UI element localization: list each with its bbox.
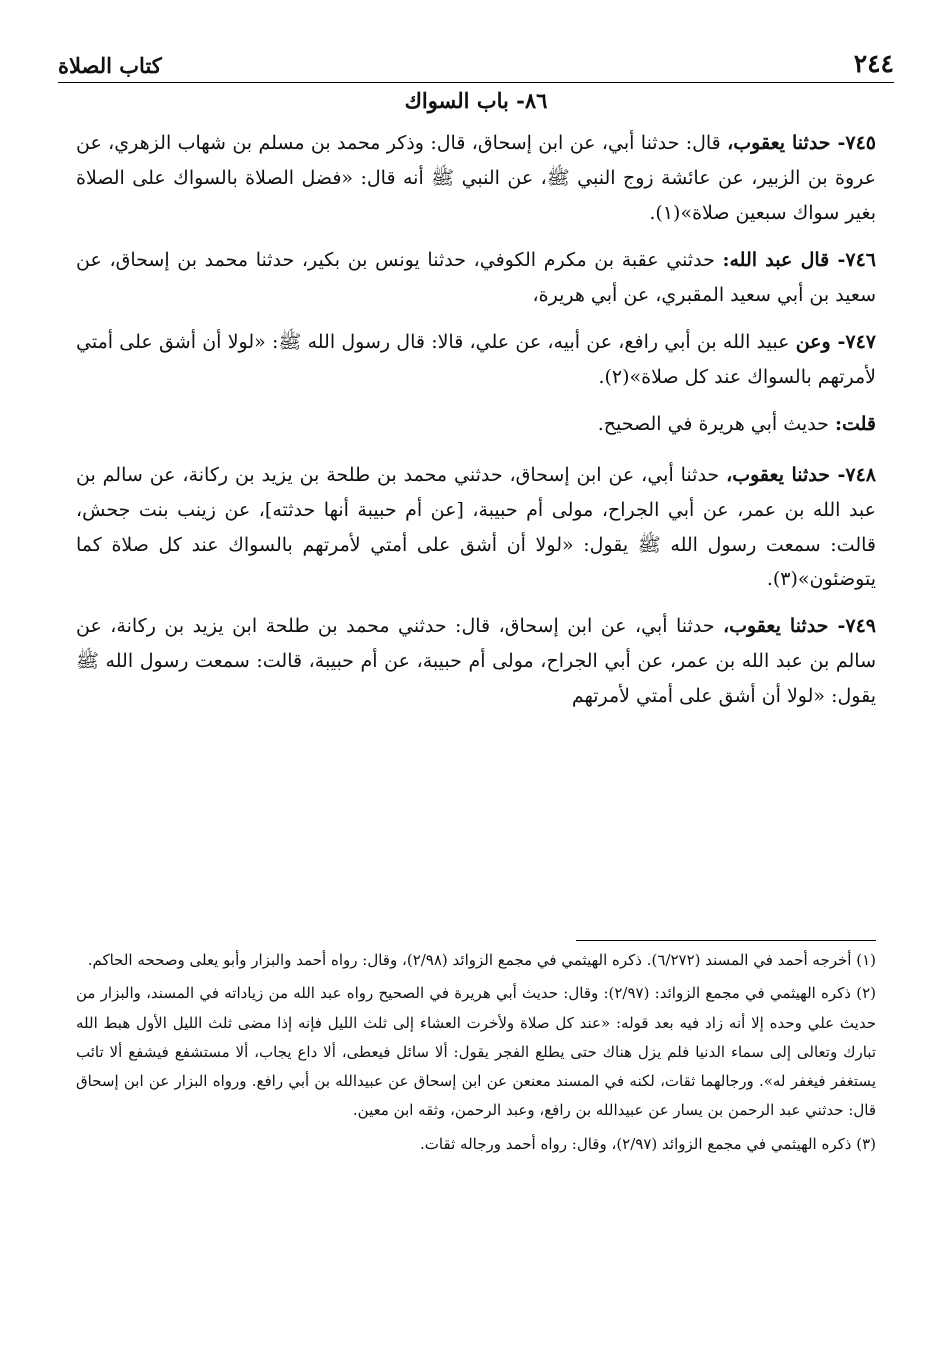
note-lead: قلت: xyxy=(834,412,876,435)
header-divider xyxy=(58,82,894,83)
hadith-749 xyxy=(76,609,876,714)
footnote-2: (٢) ذكره الهيثمي في مجمع الزوائد: (٢/٩٧): وقال: حديث أبي هريرة في الصحيح رواه عبد الله من زياداته في المسند، والبزار من حديث علي وحده إلا أنه زاد فيه بعد قوله: «عند كل صلاة ولأخرت العشاء إلى ثلث الليل فإنه إذا مضى ثلث الليل الأول هبط الله تبارك وتعالى إلى سماء الدنيا فلم يزل هناك حتى يطلع الفجر يقول: ألا سائل فيعطى، ألا داع يجاب، ألا مستشفع فيشفع ألا تائب يستغفر فيغفر له». ورجالهما ثقات، لكنه في المسند معنعن عن ابن إسحاق عن عبيدالله بن أبي رافع. ورواه البزار عن ابن إسحاق قال: حدثني عبد الرحمن بن يسار عن عبيدالله بن رافع، وعبد الرحمن، وثقه ابن معين. xyxy=(76,984,876,1120)
hadith-text: حدثنا أبي، عن ابن إسحاق، حدثني محمد بن طلحة بن يزيد بن ركانة، عن سالم بن عبد الله بن عمر، عن أبي الجراح، مولى أم حبيبة، [عن أم حبيبة أنها حدثته]، عن زينب بنت جحش، قالت: سمعت رسول الله ﷺ يقول: «لولا أن أشق على أمتي لأمرتهم بالسواك عند كل صلاة كما يتوضئون»(٣). xyxy=(76,463,876,591)
hadith-745 xyxy=(76,126,876,231)
page-number: ٢٤٤ xyxy=(853,49,894,78)
author-note xyxy=(76,407,876,442)
chapter-title: ٨٦- باب السواك xyxy=(404,88,548,113)
footnotes xyxy=(76,946,876,1163)
note-text: حديث أبي هريرة في الصحيح. xyxy=(597,412,835,435)
hadith-lead: ٧٤٩- حدثنا يعقوب، xyxy=(722,615,876,638)
hadith-text: حدثني عقبة بن مكرم الكوفي، حدثنا يونس بن بكير، حدثنا محمد بن إسحاق، عن سعيد بن أبي سعيد المقبري، عن أبي هريرة، xyxy=(76,248,876,306)
hadith-747 xyxy=(76,325,876,395)
book-title: كتاب الصلاة xyxy=(58,53,162,78)
hadith-text: عبيد الله بن أبي رافع، عن أبيه، عن علي، قالا: قال رسول الله ﷺ: «لولا أن أشق على أمتي لأمرتهم بالسواك عند كل صلاة»(٢). xyxy=(76,330,876,388)
hadith-lead: ٧٤٨- حدثنا يعقوب، xyxy=(726,463,876,486)
hadith-text: قال: حدثنا أبي، عن ابن إسحاق، قال: وذكر محمد بن مسلم بن شهاب الزهري، عن عروة بن الزبير، عن عائشة زوج النبي ﷺ، عن النبي ﷺ أنه قال: «فضل الصلاة بالسواك على الصلاة بغير سواك سبعين صلاة»(١). xyxy=(76,132,876,224)
hadith-text: حدثنا أبي، عن ابن إسحاق، قال: حدثني محمد بن طلحة ابن يزيد بن ركانة، عن سالم بن عبد الله بن عمر، عن أبي الجراح، مولى أم حبيبة، عن أم حبيبة، قالت: سمعت رسول الله ﷺ يقول: «لولا أن أشق على أمتي لأمرتهم xyxy=(76,615,876,708)
footnote-3: (٣) ذكره الهيثمي في مجمع الزوائد (٢/٩٧)، وقال: رواه أحمد ورجاله ثقات. xyxy=(420,1134,876,1153)
main-text xyxy=(76,126,876,726)
hadith-lead: ٧٤٧- وعن xyxy=(795,330,876,353)
footnote-1: (١) أخرجه أحمد في المسند (٦/٢٧٢). ذكره الهيثمي في مجمع الزوائد (٢/٩٨)، وقال: رواه أحمد والبزار وأبو يعلى وصححه الحاكم. xyxy=(87,951,876,969)
hadith-lead: ٧٤٦- قال عبد الله: xyxy=(722,248,876,271)
hadith-lead: ٧٤٥- حدثنا يعقوب، xyxy=(727,132,876,154)
hadith-748 xyxy=(76,458,876,598)
page-header xyxy=(58,38,894,78)
hadith-746 xyxy=(76,243,876,313)
footnote-divider xyxy=(576,940,876,941)
